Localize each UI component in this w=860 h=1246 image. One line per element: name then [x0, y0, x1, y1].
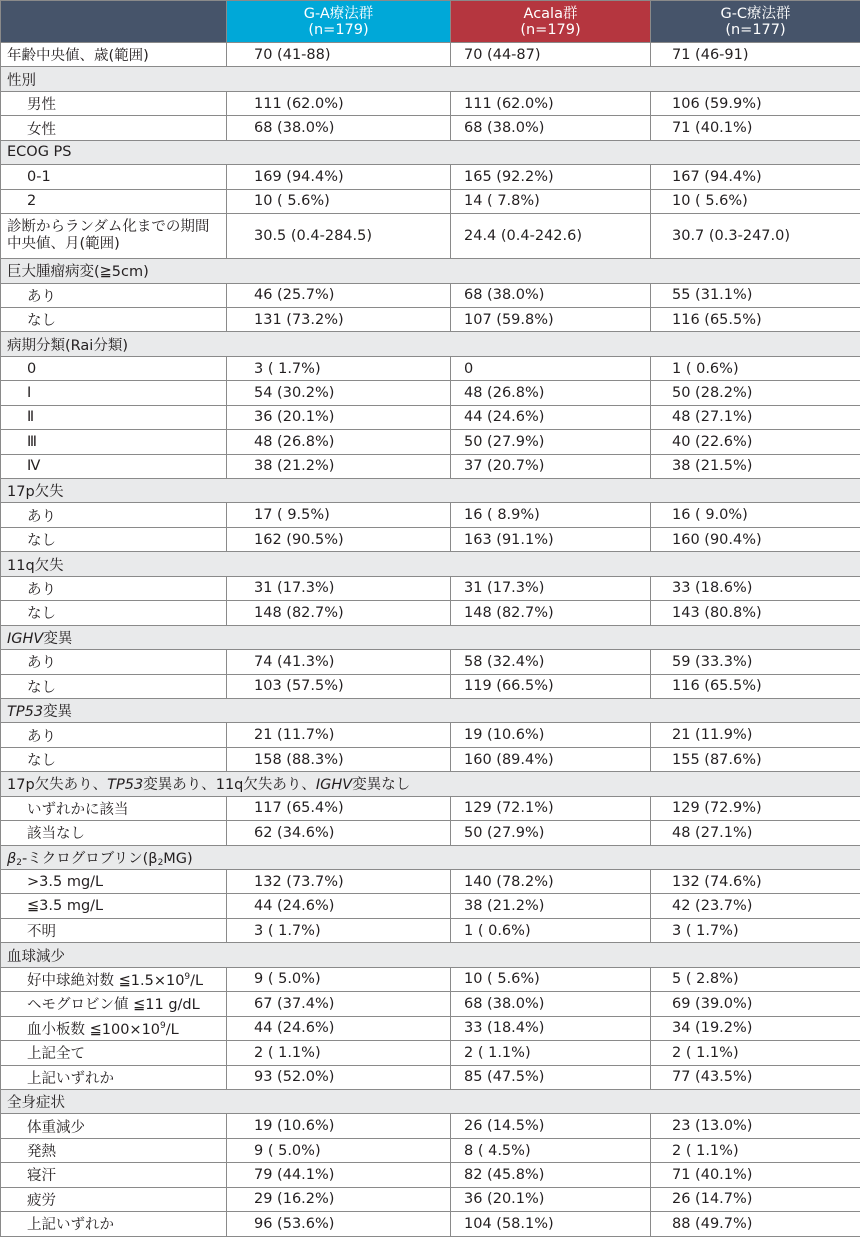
table-row — [1, 747, 860, 771]
value-cell: 160 (89.4%) — [451, 747, 651, 771]
row-label: 女性 — [1, 116, 227, 140]
table-row — [1, 723, 860, 747]
table-row — [1, 1187, 860, 1211]
value-cell: 44 (24.6%) — [451, 405, 651, 429]
value-cell: 26 (14.7%) — [651, 1187, 860, 1211]
row-label: ヘモグロビン値 ≦11 g/dL — [1, 992, 227, 1016]
value-cell: 143 (80.8%) — [651, 601, 860, 625]
row-label: 2 — [1, 189, 227, 213]
table-row — [1, 625, 860, 649]
table-row — [1, 91, 860, 115]
table-row — [1, 796, 860, 820]
row-label: 体重減少 — [1, 1114, 227, 1138]
value-cell: 46 (25.7%) — [227, 283, 451, 307]
row-label: 0-1 — [1, 165, 227, 189]
value-cell: 162 (90.5%) — [227, 527, 451, 551]
row-label: 血小板数 $≦100\times 10^9/L$ — [1, 1016, 227, 1040]
value-cell: 5 ( 2.8%) — [651, 967, 860, 991]
value-cell: 2 ( 1.1%) — [227, 1041, 451, 1065]
value-cell: 106 (59.9%) — [651, 91, 860, 115]
row-label: 0 — [1, 356, 227, 380]
value-cell: 68 (38.0%) — [451, 116, 651, 140]
value-cell: 34 (19.2%) — [651, 1016, 860, 1040]
table-row — [1, 332, 860, 356]
value-cell: 96 (53.6%) — [227, 1212, 451, 1236]
value-cell: 38 (21.2%) — [227, 454, 451, 478]
value-cell: 48 (26.8%) — [451, 381, 651, 405]
value-cell: 132 (74.6%) — [651, 870, 860, 894]
section-header: 17p欠失あり、TP53変異あり、11q欠失あり、IGHV変異なし — [1, 772, 860, 796]
value-cell: 129 (72.1%) — [451, 796, 651, 820]
value-cell: 68 (38.0%) — [451, 992, 651, 1016]
table-row — [1, 454, 860, 478]
value-cell: 131 (73.2%) — [227, 307, 451, 331]
table-row — [1, 1138, 860, 1162]
table-row — [1, 870, 860, 894]
value-cell: 62 (34.6%) — [227, 821, 451, 845]
table-row — [1, 992, 860, 1016]
value-cell: 16 ( 8.9%) — [451, 503, 651, 527]
table-row — [1, 1041, 860, 1065]
value-cell: 16 ( 9.0%) — [651, 503, 860, 527]
value-cell: 36 (20.1%) — [227, 405, 451, 429]
row-label: 該当なし — [1, 821, 227, 845]
value-cell: 31 (17.3%) — [451, 576, 651, 600]
value-cell: 44 (24.6%) — [227, 1016, 451, 1040]
table-row — [1, 1163, 860, 1187]
table-row — [1, 283, 860, 307]
section-header: 全身症状 — [1, 1089, 860, 1113]
row-label: なし — [1, 601, 227, 625]
value-cell: 33 (18.4%) — [451, 1016, 651, 1040]
value-cell: 88 (49.7%) — [651, 1212, 860, 1236]
table-row — [1, 405, 860, 429]
value-cell: 58 (32.4%) — [451, 650, 651, 674]
value-cell: 71 (40.1%) — [651, 116, 860, 140]
value-cell: 2 ( 1.1%) — [651, 1041, 860, 1065]
value-cell: 93 (52.0%) — [227, 1065, 451, 1089]
table-row — [1, 576, 860, 600]
row-label: あり — [1, 503, 227, 527]
value-cell: 50 (27.9%) — [451, 821, 651, 845]
table-row — [1, 1016, 860, 1040]
row-label: あり — [1, 723, 227, 747]
value-cell: 119 (66.5%) — [451, 674, 651, 698]
value-cell: 167 (94.4%) — [651, 165, 860, 189]
row-label: なし — [1, 307, 227, 331]
value-cell: 70 (44-87) — [451, 43, 651, 67]
value-cell: 17 ( 9.5%) — [227, 503, 451, 527]
value-cell: 36 (20.1%) — [451, 1187, 651, 1211]
row-label: Ⅰ — [1, 381, 227, 405]
value-cell: 169 (94.4%) — [227, 165, 451, 189]
table-row — [1, 259, 860, 283]
value-cell: 158 (88.3%) — [227, 747, 451, 771]
value-cell: 44 (24.6%) — [227, 894, 451, 918]
value-cell: 38 (21.2%) — [451, 894, 651, 918]
value-cell: 1 ( 0.6%) — [451, 918, 651, 942]
value-cell: 19 (10.6%) — [451, 723, 651, 747]
value-cell: 3 ( 1.7%) — [227, 356, 451, 380]
section-header: 巨大腫瘤病変(≧5cm) — [1, 259, 860, 283]
value-cell: 77 (43.5%) — [651, 1065, 860, 1089]
value-cell: 10 ( 5.6%) — [227, 189, 451, 213]
value-cell: 82 (45.8%) — [451, 1163, 651, 1187]
row-label: ≦3.5 mg/L — [1, 894, 227, 918]
table-row — [1, 381, 860, 405]
table-row — [1, 67, 860, 91]
row-label: なし — [1, 674, 227, 698]
value-cell: 24.4 (0.4-242.6) — [451, 214, 651, 259]
table-row — [1, 1065, 860, 1089]
section-header: 17p欠失 — [1, 479, 860, 503]
row-label: >3.5 mg/L — [1, 870, 227, 894]
row-label: いずれかに該当 — [1, 796, 227, 820]
table-row — [1, 601, 860, 625]
table-row — [1, 527, 860, 551]
value-cell: 40 (22.6%) — [651, 430, 860, 454]
value-cell: 129 (72.9%) — [651, 796, 860, 820]
value-cell: 50 (27.9%) — [451, 430, 651, 454]
header-acala-group: Acala群 (n=179) — [451, 1, 651, 43]
value-cell: 14 ( 7.8%) — [451, 189, 651, 213]
row-label: 上記全て — [1, 1041, 227, 1065]
table-row — [1, 430, 860, 454]
table-row — [1, 943, 860, 967]
table-row — [1, 479, 860, 503]
value-cell: 59 (33.3%) — [651, 650, 860, 674]
value-cell: 21 (11.7%) — [227, 723, 451, 747]
value-cell: 37 (20.7%) — [451, 454, 651, 478]
section-header: 病期分類(Rai分類) — [1, 332, 860, 356]
header-ga-group: G-A療法群 (n=179) — [227, 1, 451, 43]
header-row — [1, 1, 860, 43]
table-row — [1, 1089, 860, 1113]
table-row — [1, 650, 860, 674]
section-header: 11q欠失 — [1, 552, 860, 576]
value-cell: 163 (91.1%) — [451, 527, 651, 551]
value-cell: 71 (46-91) — [651, 43, 860, 67]
row-label: Ⅱ — [1, 405, 227, 429]
header-blank — [1, 1, 227, 43]
value-cell: 10 ( 5.6%) — [451, 967, 651, 991]
table-row — [1, 189, 860, 213]
row-label: 男性 — [1, 91, 227, 115]
table-row — [1, 214, 860, 259]
value-cell: 9 ( 5.0%) — [227, 1138, 451, 1162]
table-row — [1, 1212, 860, 1236]
section-header: ECOG PS — [1, 140, 860, 164]
value-cell: 148 (82.7%) — [227, 601, 451, 625]
table-row — [1, 845, 860, 869]
value-cell: 70 (41-88) — [227, 43, 451, 67]
table-row — [1, 674, 860, 698]
value-cell: 160 (90.4%) — [651, 527, 860, 551]
value-cell: 9 ( 5.0%) — [227, 967, 451, 991]
row-label: あり — [1, 650, 227, 674]
row-label: 年齢中央値、歳(範囲) — [1, 43, 227, 67]
value-cell: 2 ( 1.1%) — [451, 1041, 651, 1065]
value-cell: 107 (59.8%) — [451, 307, 651, 331]
value-cell: 71 (40.1%) — [651, 1163, 860, 1187]
value-cell: 2 ( 1.1%) — [651, 1138, 860, 1162]
row-label: 好中球絶対数 $≦1.5\times 10^9/L$ — [1, 967, 227, 991]
value-cell: 69 (39.0%) — [651, 992, 860, 1016]
value-cell: 42 (23.7%) — [651, 894, 860, 918]
row-label: あり — [1, 576, 227, 600]
value-cell: 116 (65.5%) — [651, 674, 860, 698]
section-header: 血球減少 — [1, 943, 860, 967]
row-label: 診断からランダム化までの期間 中央値、月(範囲) — [1, 214, 227, 259]
value-cell: 8 ( 4.5%) — [451, 1138, 651, 1162]
table-row — [1, 43, 860, 67]
value-cell: 30.7 (0.3-247.0) — [651, 214, 860, 259]
row-label: 上記いずれか — [1, 1212, 227, 1236]
row-label: Ⅳ — [1, 454, 227, 478]
table-row — [1, 772, 860, 796]
table-row — [1, 698, 860, 722]
value-cell: 116 (65.5%) — [651, 307, 860, 331]
row-label: あり — [1, 283, 227, 307]
value-cell: 21 (11.9%) — [651, 723, 860, 747]
value-cell: 1 ( 0.6%) — [651, 356, 860, 380]
table-row — [1, 552, 860, 576]
table-row — [1, 918, 860, 942]
value-cell: 19 (10.6%) — [227, 1114, 451, 1138]
value-cell: 29 (16.2%) — [227, 1187, 451, 1211]
value-cell: 38 (21.5%) — [651, 454, 860, 478]
value-cell: 79 (44.1%) — [227, 1163, 451, 1187]
row-label: なし — [1, 747, 227, 771]
value-cell: 74 (41.3%) — [227, 650, 451, 674]
value-cell: 103 (57.5%) — [227, 674, 451, 698]
row-label: Ⅲ — [1, 430, 227, 454]
value-cell: 33 (18.6%) — [651, 576, 860, 600]
value-cell: 132 (73.7%) — [227, 870, 451, 894]
value-cell: 68 (38.0%) — [227, 116, 451, 140]
value-cell: 54 (30.2%) — [227, 381, 451, 405]
value-cell: 10 ( 5.6%) — [651, 189, 860, 213]
section-header: TP53変異 — [1, 698, 860, 722]
value-cell: 3 ( 1.7%) — [651, 918, 860, 942]
table-row — [1, 894, 860, 918]
section-header: 性別 — [1, 67, 860, 91]
table-row — [1, 307, 860, 331]
value-cell: 23 (13.0%) — [651, 1114, 860, 1138]
value-cell: 111 (62.0%) — [451, 91, 651, 115]
table-row — [1, 1114, 860, 1138]
section-header: IGHV変異 — [1, 625, 860, 649]
value-cell: 104 (58.1%) — [451, 1212, 651, 1236]
value-cell: 31 (17.3%) — [227, 576, 451, 600]
value-cell: 68 (38.0%) — [451, 283, 651, 307]
value-cell: 111 (62.0%) — [227, 91, 451, 115]
value-cell: 85 (47.5%) — [451, 1065, 651, 1089]
table-row — [1, 967, 860, 991]
value-cell: 55 (31.1%) — [651, 283, 860, 307]
value-cell: 3 ( 1.7%) — [227, 918, 451, 942]
table-row — [1, 140, 860, 164]
value-cell: 0 — [451, 356, 651, 380]
table-row — [1, 821, 860, 845]
value-cell: 26 (14.5%) — [451, 1114, 651, 1138]
value-cell: 30.5 (0.4-284.5) — [227, 214, 451, 259]
value-cell: 67 (37.4%) — [227, 992, 451, 1016]
value-cell: 117 (65.4%) — [227, 796, 451, 820]
table-row — [1, 165, 860, 189]
value-cell: 165 (92.2%) — [451, 165, 651, 189]
table-row — [1, 116, 860, 140]
row-label: 寝汗 — [1, 1163, 227, 1187]
section-header: $\beta_2-$ミクログロブリン$(\beta_2MG)$ — [1, 845, 860, 869]
value-cell: 148 (82.7%) — [451, 601, 651, 625]
value-cell: 140 (78.2%) — [451, 870, 651, 894]
table-row — [1, 356, 860, 380]
row-label: 上記いずれか — [1, 1065, 227, 1089]
header-gc-group: G-C療法群 (n=177) — [651, 1, 860, 43]
table-row — [1, 503, 860, 527]
value-cell: 155 (87.6%) — [651, 747, 860, 771]
value-cell: 48 (27.1%) — [651, 821, 860, 845]
value-cell: 48 (26.8%) — [227, 430, 451, 454]
row-label: なし — [1, 527, 227, 551]
row-label: 発熱 — [1, 1138, 227, 1162]
value-cell: 48 (27.1%) — [651, 405, 860, 429]
row-label: 不明 — [1, 918, 227, 942]
row-label: 疲労 — [1, 1187, 227, 1211]
value-cell: 50 (28.2%) — [651, 381, 860, 405]
